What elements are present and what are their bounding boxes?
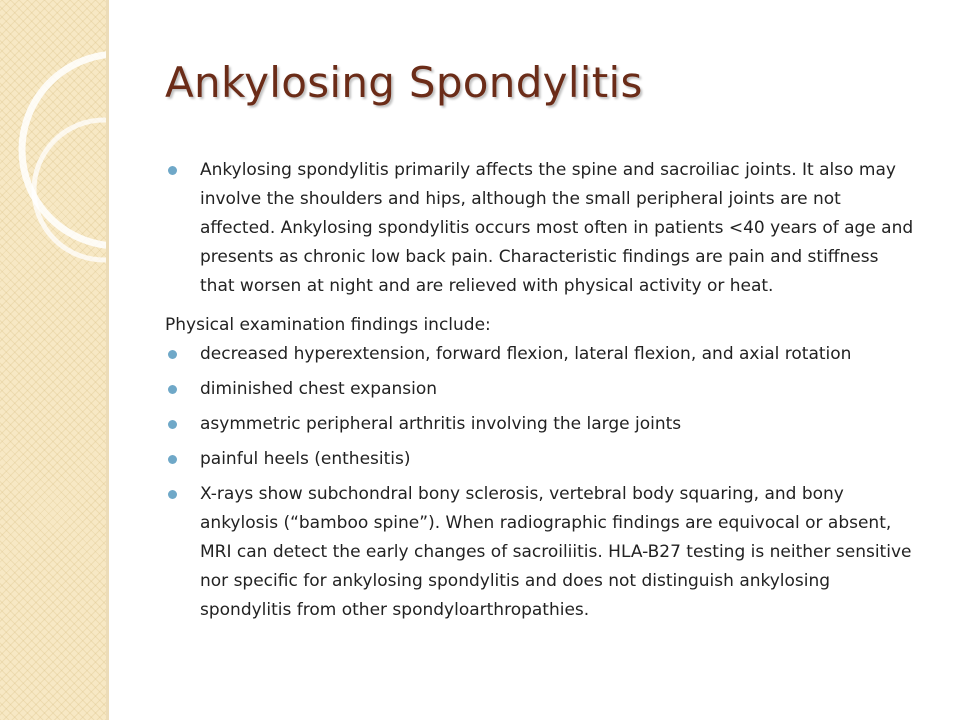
- intro-bullet: [165, 156, 917, 301]
- decorative-circles: [0, 0, 106, 720]
- bullet-dot-icon: [168, 455, 177, 464]
- finding-item: [165, 445, 917, 474]
- finding-item: [165, 340, 917, 369]
- slide-title: Ankylosing Spondylitis: [165, 58, 643, 107]
- finding-text: X-rays show subchondral bony sclerosis, vertebral body squaring, and bony ankylosis (“bamboo spine”). When radiographic findings are equivocal or absent, MRI can detect the early changes of sacroiliitis. HLA-B27 testing is neither sensitive nor specific for ankylosing spondylitis and does not distinguish ankylosing spondylitis from other spondyloarthropathies.: [200, 484, 912, 620]
- bullet-dot-icon: [168, 490, 177, 499]
- finding-item: [165, 480, 917, 625]
- bullet-dot-icon: [168, 166, 177, 175]
- bullet-dot-icon: [168, 420, 177, 429]
- bullet-dot-icon: [168, 350, 177, 359]
- finding-text: asymmetric peripheral arthritis involving the large joints: [200, 414, 682, 434]
- exam-heading: Physical examination findings include:: [165, 315, 491, 335]
- intro-bullet-text: Ankylosing spondylitis primarily affects the spine and sacroiliac joints. It also may involve the shoulders and hips, although the small peripheral joints are not affected. Ankylosing spondylitis occurs most often in patients <40 years of age and presents as chronic low back pain. Characteristic findings are pain and stiffness that worsen at night and are relieved with physical activity or heat.: [200, 160, 914, 296]
- finding-text: diminished chest expansion: [200, 379, 438, 399]
- finding-item: [165, 375, 917, 404]
- decorative-side-band: [0, 0, 109, 720]
- finding-text: painful heels (enthesitis): [200, 449, 411, 469]
- finding-text: decreased hyperextension, forward flexion, lateral flexion, and axial rotation: [200, 344, 852, 364]
- finding-item: [165, 410, 917, 439]
- bullet-dot-icon: [168, 385, 177, 394]
- slide-content: [165, 156, 917, 631]
